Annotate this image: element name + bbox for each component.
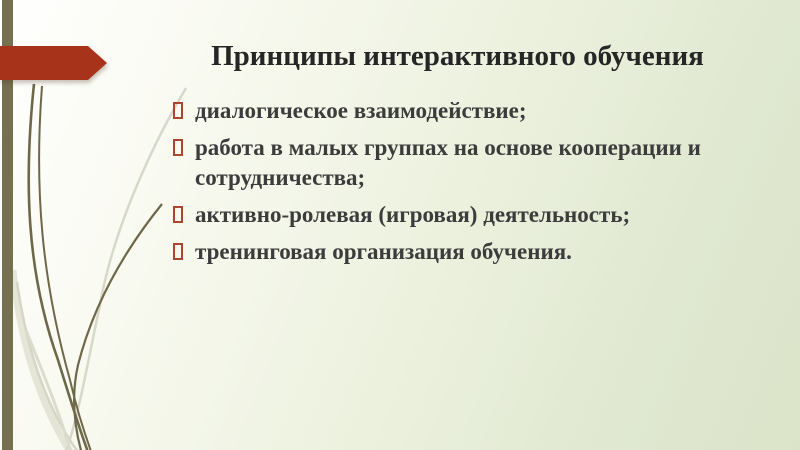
list-item: [173, 200, 755, 230]
list-item: [173, 237, 755, 267]
bullet-text: диалогическое взаимодействие;: [195, 98, 527, 123]
bullet-text: тренинговая организация обучения.: [195, 239, 572, 264]
bullet-marker-icon: [173, 139, 183, 156]
slide-title: Принципы интерактивного обучения: [211, 40, 704, 72]
bullet-marker-icon: [173, 243, 183, 260]
bullet-marker-icon: [173, 102, 183, 119]
list-item: [173, 133, 755, 193]
bullet-text: работа в малых группах на основе кооперации и сотрудничества;: [195, 135, 701, 190]
bullet-marker-icon: [173, 206, 183, 223]
bullet-list: [173, 96, 758, 274]
bullet-text: активно-ролевая (игровая) деятельность;: [195, 202, 631, 227]
list-item: [173, 96, 755, 126]
